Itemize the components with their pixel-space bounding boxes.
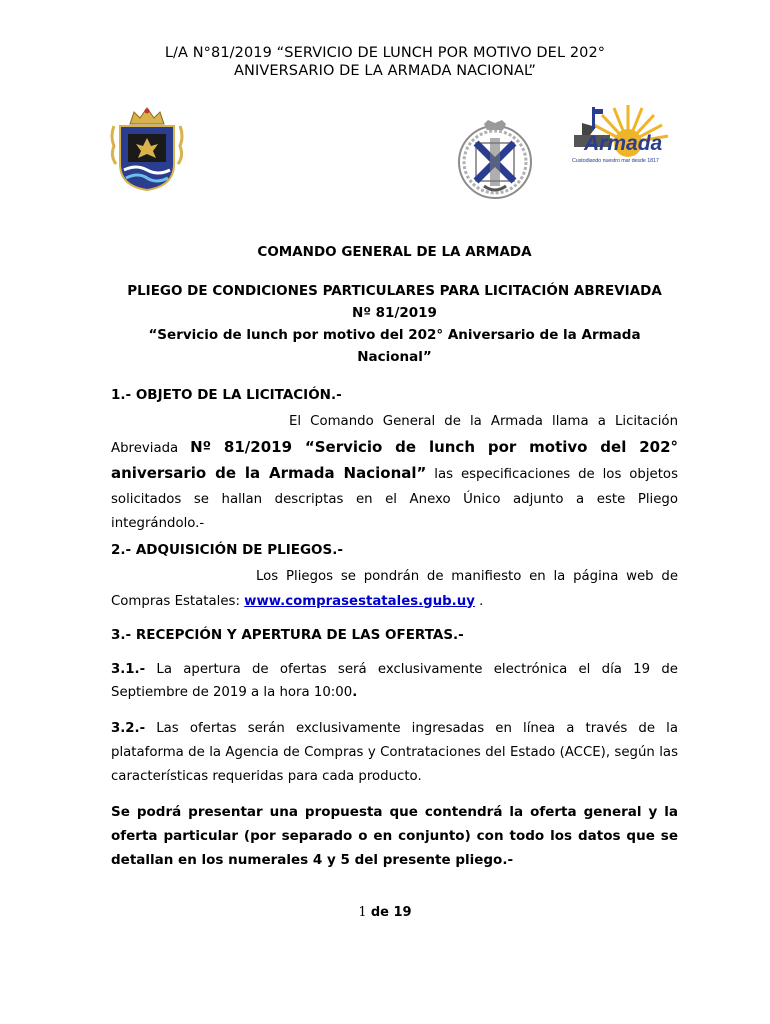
page-number-current: 1 (358, 905, 367, 920)
section-2-heading: 2.- ADQUISICIÓN DE PLIEGOS.- (111, 542, 343, 558)
armada-logo-word: Armada (584, 132, 663, 155)
coat-of-arms-logo (108, 106, 186, 192)
section-1-body (111, 410, 678, 537)
paragraph-3-1-number: 3.1.- (111, 662, 146, 677)
header-line-1: L/A N°81/2019 “SERVICIO DE LUNCH POR MOTIVO DEL 202° (164, 45, 606, 61)
paragraph-3-1 (111, 659, 678, 704)
page-number-total: de 19 (370, 905, 412, 920)
section-2-suffix: . (479, 593, 484, 609)
section-1-bold-reference: Nº 81/2019 “Servicio de lunch por motivo del 202° aniversario de la Armada Nacional” (111, 437, 679, 482)
pliego-title (111, 280, 678, 368)
document-header (0, 44, 770, 80)
service-title-line-2: Nacional” (357, 349, 432, 365)
section-1-heading: 1.- OBJETO DE LA LICITACIÓN.- (111, 387, 342, 403)
compras-estatales-link[interactable]: www.comprasestatales.gub.uy (244, 593, 475, 609)
service-title-line-1: “Servicio de lunch por motivo del 202° Aniversario de la Armada (148, 327, 641, 343)
navy-emblem-logo (454, 118, 536, 202)
header-line-2: ANIVERSARIO DE LA ARMADA NACIONAL” (234, 63, 536, 79)
armada-logo-tagline: Custodiando nuestro mar desde 1817 (572, 158, 659, 164)
paragraph-3-2-text: Las ofertas serán exclusivamente ingresadas en línea a través de la plataforma de la Agencia de Compras y Contrataciones del Estado (ACCE), según las características requeridas para cada producto. (111, 721, 678, 784)
page-number (0, 905, 770, 920)
section-2-line-1: Los Pliegos se pondrán de manifiesto en la página web de (256, 569, 678, 584)
section-1-line-1: El Comando General de la Armada llama a Licitación (289, 414, 678, 429)
paragraph-3-2-number: 3.2.- (111, 721, 146, 736)
section-2-prefix: Compras Estatales: (111, 593, 240, 609)
section-1-rest: las especificaciones de los objetos solicitados se hallan descriptas en el Anexo Único adjunto a este Pliego integrándolo.- (111, 467, 678, 531)
section-2-line-2 (111, 590, 678, 615)
paragraph-3-1-end: . (352, 684, 358, 700)
pliego-title-line-2: Nº 81/2019 (352, 305, 437, 321)
org-title: COMANDO GENERAL DE LA ARMADA (257, 244, 532, 260)
section-1-abreviada: Abreviada (111, 440, 179, 456)
section-2-body (111, 565, 678, 614)
paragraph-3-1-text: La apertura de ofertas será exclusivamente electrónica el día 19 de Septiembre de 2019 a la hora 10:00 (111, 662, 678, 700)
offer-note: Se podrá presentar una propuesta que contendrá la oferta general y la oferta particular (por separado o en conjunto) con todo los datos que se detallan en los numerales 4 y 5 del presente pliego.- (111, 804, 678, 868)
paragraph-3-2 (111, 717, 678, 789)
section-3-heading: 3.- RECEPCIÓN Y APERTURA DE LAS OFERTAS.- (111, 627, 464, 643)
section-1-paragraph (111, 435, 678, 537)
pliego-title-line-1: PLIEGO DE CONDICIONES PARTICULARES PARA LICITACIÓN ABREVIADA (127, 283, 662, 299)
armada-logo (572, 103, 682, 169)
